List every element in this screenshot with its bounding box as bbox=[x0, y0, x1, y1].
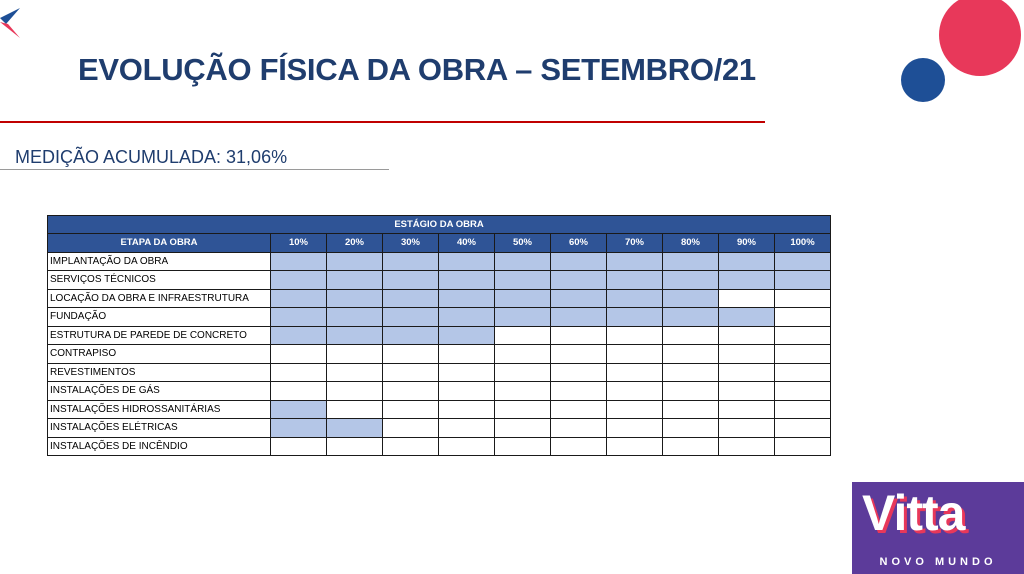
table-row bbox=[48, 363, 831, 382]
progress-cell bbox=[551, 308, 607, 327]
progress-cell bbox=[439, 252, 495, 271]
progress-cell bbox=[495, 382, 551, 401]
progress-cell bbox=[495, 308, 551, 327]
progress-cell bbox=[607, 345, 663, 364]
progress-cell bbox=[271, 419, 327, 438]
decor-circle-red bbox=[939, 0, 1021, 76]
column-header: 70% bbox=[607, 234, 663, 253]
progress-cell bbox=[551, 326, 607, 345]
progress-cell bbox=[775, 437, 831, 456]
progress-cell bbox=[383, 326, 439, 345]
progress-cell bbox=[271, 382, 327, 401]
progress-cell bbox=[383, 437, 439, 456]
title-divider bbox=[0, 121, 765, 123]
column-header: 20% bbox=[327, 234, 383, 253]
progress-cell bbox=[551, 363, 607, 382]
progress-cell bbox=[439, 271, 495, 290]
corner-logo-icon bbox=[0, 8, 22, 40]
progress-cell bbox=[495, 400, 551, 419]
progress-cell bbox=[551, 271, 607, 290]
progress-cell bbox=[719, 400, 775, 419]
progress-cell bbox=[775, 382, 831, 401]
progress-cell bbox=[607, 363, 663, 382]
progress-cell bbox=[551, 345, 607, 364]
table-row bbox=[48, 326, 831, 345]
stage-header-row bbox=[48, 216, 831, 234]
progress-cell bbox=[383, 345, 439, 364]
progress-cell bbox=[383, 252, 439, 271]
progress-cell bbox=[495, 271, 551, 290]
progress-cell bbox=[439, 419, 495, 438]
column-header: 50% bbox=[495, 234, 551, 253]
etapa-label: REVESTIMENTOS bbox=[48, 363, 271, 382]
progress-cell bbox=[719, 289, 775, 308]
progress-cell bbox=[271, 363, 327, 382]
progress-cell bbox=[719, 363, 775, 382]
table-row bbox=[48, 419, 831, 438]
etapa-label: CONTRAPISO bbox=[48, 345, 271, 364]
progress-cell bbox=[327, 400, 383, 419]
progress-cell bbox=[607, 252, 663, 271]
etapa-label: INSTALAÇÕES ELÉTRICAS bbox=[48, 419, 271, 438]
progress-cell bbox=[775, 308, 831, 327]
progress-cell bbox=[439, 345, 495, 364]
progress-cell bbox=[663, 289, 719, 308]
progress-cell bbox=[271, 437, 327, 456]
progress-cell bbox=[663, 363, 719, 382]
progress-cell bbox=[439, 326, 495, 345]
progress-cell bbox=[607, 289, 663, 308]
progress-cell bbox=[327, 252, 383, 271]
etapa-label: INSTALAÇÕES DE INCÊNDIO bbox=[48, 437, 271, 456]
progress-cell bbox=[327, 419, 383, 438]
progress-cell bbox=[271, 308, 327, 327]
table-row bbox=[48, 308, 831, 327]
progress-cell bbox=[271, 345, 327, 364]
progress-cell bbox=[383, 271, 439, 290]
progress-table-container bbox=[47, 215, 831, 456]
progress-cell bbox=[327, 382, 383, 401]
progress-cell bbox=[775, 419, 831, 438]
etapa-label: FUNDAÇÃO bbox=[48, 308, 271, 327]
etapa-label: SERVIÇOS TÉCNICOS bbox=[48, 271, 271, 290]
column-header: 10% bbox=[271, 234, 327, 253]
etapa-label: INSTALAÇÕES HIDROSSANITÁRIAS bbox=[48, 400, 271, 419]
progress-cell bbox=[327, 363, 383, 382]
progress-cell bbox=[495, 252, 551, 271]
etapa-label: IMPLANTAÇÃO DA OBRA bbox=[48, 252, 271, 271]
progress-cell bbox=[383, 382, 439, 401]
progress-cell bbox=[663, 308, 719, 327]
progress-cell bbox=[271, 289, 327, 308]
progress-cell bbox=[383, 363, 439, 382]
progress-cell bbox=[719, 252, 775, 271]
progress-cell bbox=[439, 289, 495, 308]
progress-cell bbox=[663, 345, 719, 364]
progress-cell bbox=[775, 252, 831, 271]
progress-cell bbox=[551, 382, 607, 401]
progress-cell bbox=[775, 363, 831, 382]
progress-cell bbox=[719, 308, 775, 327]
progress-cell bbox=[663, 437, 719, 456]
progress-cell bbox=[775, 345, 831, 364]
column-header: 90% bbox=[719, 234, 775, 253]
table-row bbox=[48, 252, 831, 271]
decor-circle-blue bbox=[901, 58, 945, 102]
progress-cell bbox=[271, 271, 327, 290]
progress-cell bbox=[495, 345, 551, 364]
progress-cell bbox=[775, 326, 831, 345]
subtitle-divider bbox=[0, 169, 389, 170]
table-row bbox=[48, 437, 831, 456]
table-body bbox=[48, 252, 831, 456]
progress-cell bbox=[775, 271, 831, 290]
progress-cell bbox=[607, 271, 663, 290]
progress-cell bbox=[719, 345, 775, 364]
progress-cell bbox=[607, 326, 663, 345]
progress-cell bbox=[719, 326, 775, 345]
table-row bbox=[48, 382, 831, 401]
progress-cell bbox=[495, 419, 551, 438]
progress-cell bbox=[775, 400, 831, 419]
page-title: EVOLUÇÃO FÍSICA DA OBRA – SETEMBRO/21 bbox=[78, 52, 756, 87]
progress-cell bbox=[663, 400, 719, 419]
column-header: 60% bbox=[551, 234, 607, 253]
vitta-brand-name: Vitta bbox=[862, 485, 965, 541]
progress-cell bbox=[327, 289, 383, 308]
progress-cell bbox=[551, 437, 607, 456]
progress-cell bbox=[495, 437, 551, 456]
etapa-label: ESTRUTURA DE PAREDE DE CONCRETO bbox=[48, 326, 271, 345]
progress-cell bbox=[719, 271, 775, 290]
etapa-label: INSTALAÇÕES DE GÁS bbox=[48, 382, 271, 401]
progress-cell bbox=[551, 400, 607, 419]
progress-cell bbox=[663, 419, 719, 438]
progress-cell bbox=[327, 345, 383, 364]
progress-cell bbox=[495, 289, 551, 308]
progress-cell bbox=[327, 326, 383, 345]
table-row bbox=[48, 289, 831, 308]
progress-cell bbox=[439, 382, 495, 401]
progress-cell bbox=[439, 308, 495, 327]
progress-cell bbox=[663, 326, 719, 345]
accumulated-measurement: MEDIÇÃO ACUMULADA: 31,06% bbox=[15, 147, 288, 167]
progress-cell bbox=[383, 289, 439, 308]
progress-cell bbox=[663, 271, 719, 290]
column-header: 40% bbox=[439, 234, 495, 253]
progress-cell bbox=[551, 252, 607, 271]
progress-cell bbox=[775, 289, 831, 308]
progress-cell bbox=[551, 289, 607, 308]
progress-cell bbox=[327, 271, 383, 290]
progress-cell bbox=[439, 363, 495, 382]
progress-cell bbox=[383, 419, 439, 438]
progress-table bbox=[47, 215, 831, 456]
etapa-header: ETAPA DA OBRA bbox=[48, 234, 271, 253]
stage-header: ESTÁGIO DA OBRA bbox=[48, 216, 831, 234]
progress-cell bbox=[271, 252, 327, 271]
table-row bbox=[48, 345, 831, 364]
progress-cell bbox=[551, 419, 607, 438]
table-row bbox=[48, 271, 831, 290]
column-header: 100% bbox=[775, 234, 831, 253]
progress-cell bbox=[383, 308, 439, 327]
progress-cell bbox=[271, 326, 327, 345]
table-row bbox=[48, 400, 831, 419]
progress-cell bbox=[495, 363, 551, 382]
progress-cell bbox=[663, 252, 719, 271]
progress-cell bbox=[719, 437, 775, 456]
progress-cell bbox=[439, 400, 495, 419]
etapa-label: LOCAÇÃO DA OBRA E INFRAESTRUTURA bbox=[48, 289, 271, 308]
vitta-tagline: NOVO MUNDO bbox=[879, 556, 997, 568]
progress-cell bbox=[327, 308, 383, 327]
progress-cell bbox=[607, 308, 663, 327]
column-header: 80% bbox=[663, 234, 719, 253]
progress-cell bbox=[271, 400, 327, 419]
column-header: 30% bbox=[383, 234, 439, 253]
progress-cell bbox=[439, 437, 495, 456]
progress-cell bbox=[383, 400, 439, 419]
progress-cell bbox=[607, 437, 663, 456]
progress-cell bbox=[495, 326, 551, 345]
progress-cell bbox=[719, 419, 775, 438]
progress-cell bbox=[663, 382, 719, 401]
vitta-logo bbox=[852, 482, 1024, 574]
progress-cell bbox=[607, 400, 663, 419]
column-header-row bbox=[48, 234, 831, 253]
progress-cell bbox=[327, 437, 383, 456]
progress-cell bbox=[607, 419, 663, 438]
progress-cell bbox=[719, 382, 775, 401]
progress-cell bbox=[607, 382, 663, 401]
